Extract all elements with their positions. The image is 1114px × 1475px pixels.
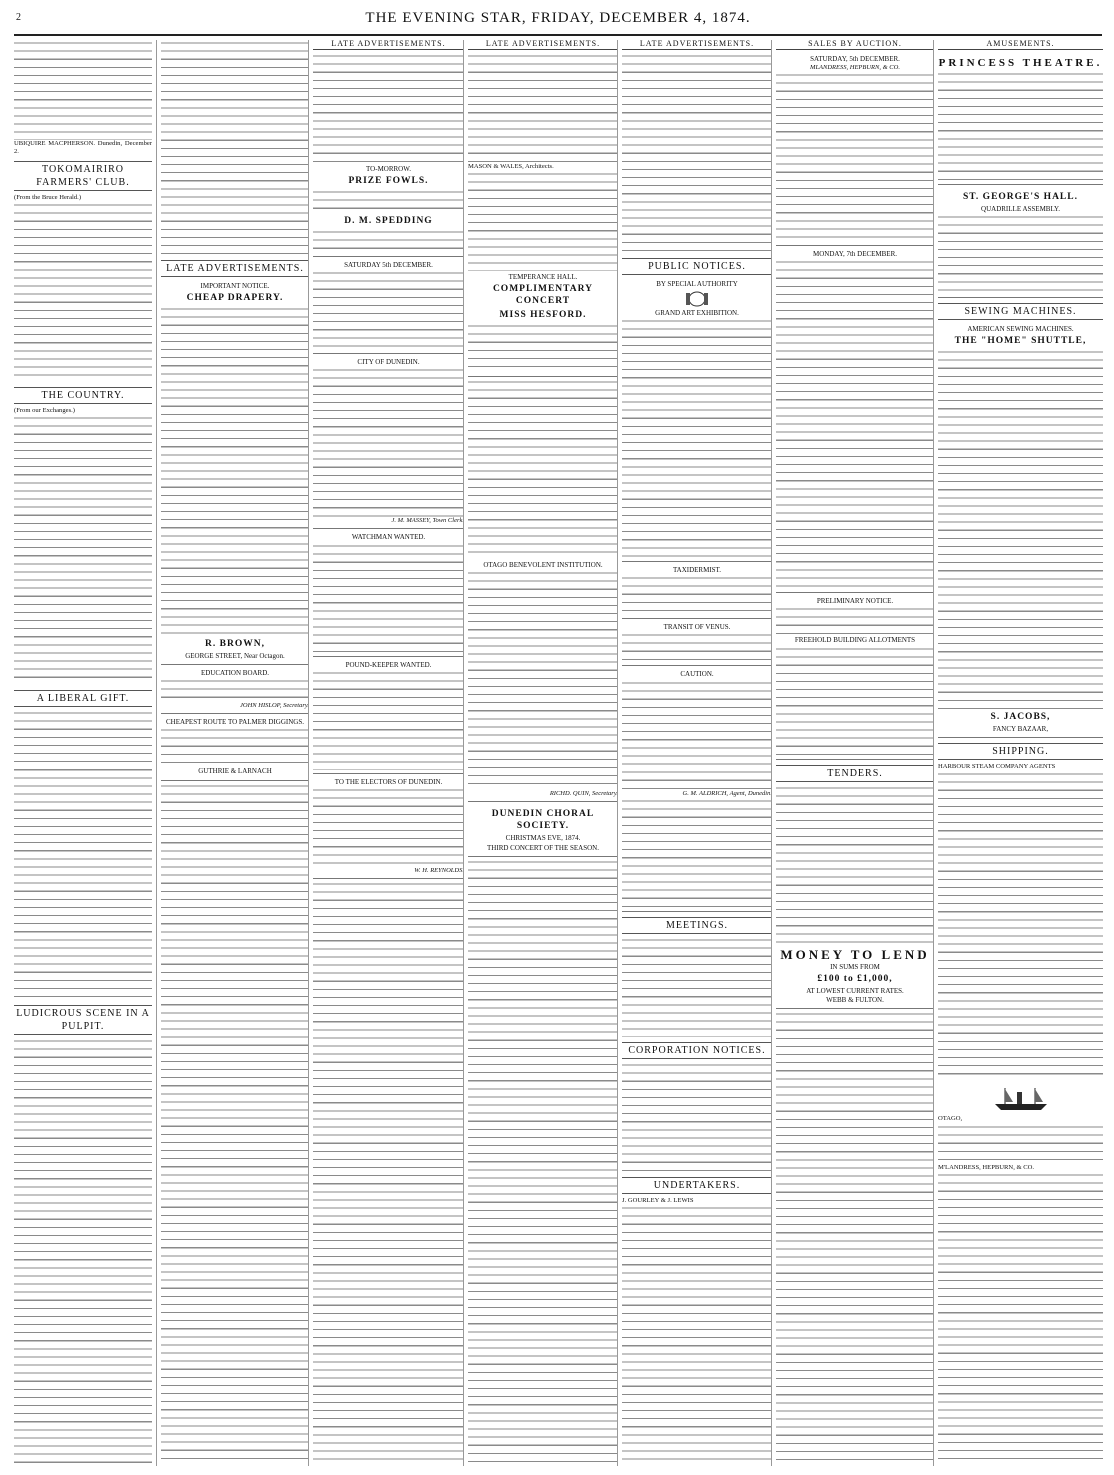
ad-princess-theatre: PRINCESS THEATRE.	[938, 53, 1103, 185]
ad-electors: TO THE ELECTORS OF DUNEDIN. W. H. REYNOLDS.	[313, 776, 464, 879]
colhead-5: LATE ADVERTISEMENTS.	[622, 40, 772, 50]
column-4: LATE ADVERTISEMENTS. MASON & WALES, Architects. TEMPERANCE HALL. COMPLIMENTARY CONCERT MISS HESFORD. OTAGO BENEVOLENT INSTITUTION. RICHD. QUIN, Secretary. DUNEDIN CHORAL SOCIETY. CHRISTMAS EVE, 1874. THIRD CONCERT OF THE SEASON.	[463, 40, 618, 1466]
column-5: LATE ADVERTISEMENTS. PUBLIC NOTICES. BY SPECIAL AUTHORITY GRAND ART EXHIBITION. TAXIDERMIST. TRANSIT OF VENUS. CAUTION. G. M. ALDRICH, Agent, Dunedin. MEETINGS. CORPORATION NOTICES. UNDERTAKERS. J. GOURLEY & J. LEWIS	[617, 40, 772, 1466]
column-6: SALES BY AUCTION. SATURDAY, 5th DECEMBER. MLANDRESS, HEPBURN, & CO. MONDAY, 7th DECEMBER. PRELIMINARY NOTICE. FREEHOLD BUILDING ALLOTMENTS TENDERS. MONEY TO LEND IN SUMS FROM £100 to £1,000, AT LOWEST CURRENT RATES. WEBB & FULTON.	[771, 40, 934, 1466]
ad-watchman: WATCHMAN WANTED.	[313, 531, 464, 656]
heading-ludicrous-scene: LUDICROUS SCENE IN A PULPIT.	[14, 1005, 152, 1035]
ad-important-notice: IMPORTANT NOTICE. CHEAP DRAPERY. R. BROWN, GEORGE STREET, Near Octagon.	[161, 280, 309, 665]
letter-signature: UBIQUIRE MACPHERSON. Dunedin, December 2.	[14, 140, 152, 156]
ad-sat-sale: SATURDAY, 5th DECEMBER. MLANDRESS, HEPBURN, & CO.	[776, 53, 934, 246]
ad-saturday-sale: SATURDAY 5th DECEMBER.	[313, 259, 464, 354]
ad-concert: TEMPERANCE HALL. COMPLIMENTARY CONCERT MISS HESFORD.	[468, 271, 618, 377]
ad-caution: CAUTION. G. M. ALDRICH, Agent, Dunedin.	[622, 668, 772, 911]
masthead-title: THE EVENING STAR, FRIDAY, DECEMBER 4, 1874.	[365, 10, 751, 26]
ad-pound-keeper: POUND-KEEPER WANTED.	[313, 659, 464, 774]
ad-transit-venus: TRANSIT OF VENUS.	[622, 621, 772, 666]
ad-choral-society: DUNEDIN CHORAL SOCIETY. CHRISTMAS EVE, 1874. THIRD CONCERT OF THE SEASON.	[468, 804, 618, 856]
colhead-3: LATE ADVERTISEMENTS.	[313, 40, 464, 50]
column-7: AMUSEMENTS. PRINCESS THEATRE. ST. GEORGE'S HALL. QUADRILLE ASSEMBLY. SEWING MACHINES. AMERICAN SEWING MACHINES. THE "HOME" SHUTTLE, S. JACOBS, FANCY BAZAAR, SHIPPING. HARBOUR STEAM COMPANY AGENTS OTAGO, M'LANDRESS, HEPBURN, & CO.	[933, 40, 1103, 1466]
column-2	[156, 40, 309, 1466]
newspaper-page	[14, 8, 1102, 1466]
ad-taxidermist: TAXIDERMIST.	[622, 564, 772, 619]
sub-exchanges: (From our Exchanges.)	[14, 407, 75, 415]
royal-arms-icon	[682, 289, 712, 309]
heading-late-ads: LATE ADVERTISEMENTS.	[161, 260, 309, 277]
colhead-7: AMUSEMENTS.	[938, 40, 1103, 50]
column-3	[308, 40, 464, 1466]
ad-preliminary: PRELIMINARY NOTICE. FREEHOLD BUILDING ALLOTMENTS	[776, 595, 934, 759]
page-number: 2	[16, 12, 21, 23]
heading-farmers-club: TOKOMAIRIRO FARMERS' CLUB.	[14, 161, 152, 191]
heading-liberal-gift: A LIBERAL GIFT.	[14, 690, 152, 707]
ad-special-authority: BY SPECIAL AUTHORITY GRAND ART EXHIBITION.	[622, 278, 772, 562]
ad-education-board: EDUCATION BOARD. JOHN HISLOP, Secretary.	[161, 667, 309, 714]
colhead-4: LATE ADVERTISEMENTS.	[468, 40, 618, 50]
ad-cheap-drapery: CHEAP DRAPERY.	[186, 293, 284, 304]
ad-brown: R. BROWN,	[205, 639, 265, 650]
heading-the-country: THE COUNTRY.	[14, 387, 152, 404]
ad-mon-sale: MONDAY, 7th DECEMBER.	[776, 248, 934, 593]
masthead	[14, 8, 1102, 36]
column-1	[14, 40, 152, 1466]
ad-home-shuttle: AMERICAN SEWING MACHINES. THE "HOME" SHUTTLE, S. JACOBS, FANCY BAZAAR,	[938, 323, 1103, 738]
steamship-icon	[991, 1084, 1051, 1112]
colhead-6: SALES BY AUCTION.	[776, 40, 934, 50]
ad-city-dunedin: CITY OF DUNEDIN. J. M. MASSEY, Town Clerk.	[313, 356, 464, 529]
ad-benevolent: OTAGO BENEVOLENT INSTITUTION. RICHD. QUIN, Secretary.	[468, 559, 618, 802]
ad-to-morrow: TO-MORROW. PRIZE FOWLS. D. M. SPEDDING	[313, 163, 464, 257]
sub-bruce-herald: (From the Bruce Herald.)	[14, 194, 82, 202]
ad-st-georges-hall: ST. GEORGE'S HALL. QUADRILLE ASSEMBLY.	[938, 187, 1103, 298]
ad-palmer-diggings: CHEAPEST ROUTE TO PALMER DIGGINGS. GUTHRIE & LARNACH	[161, 716, 309, 780]
ad-money-to-lend: MONEY TO LEND IN SUMS FROM £100 to £1,000, AT LOWEST CURRENT RATES. WEBB & FULTON.	[776, 945, 934, 1009]
